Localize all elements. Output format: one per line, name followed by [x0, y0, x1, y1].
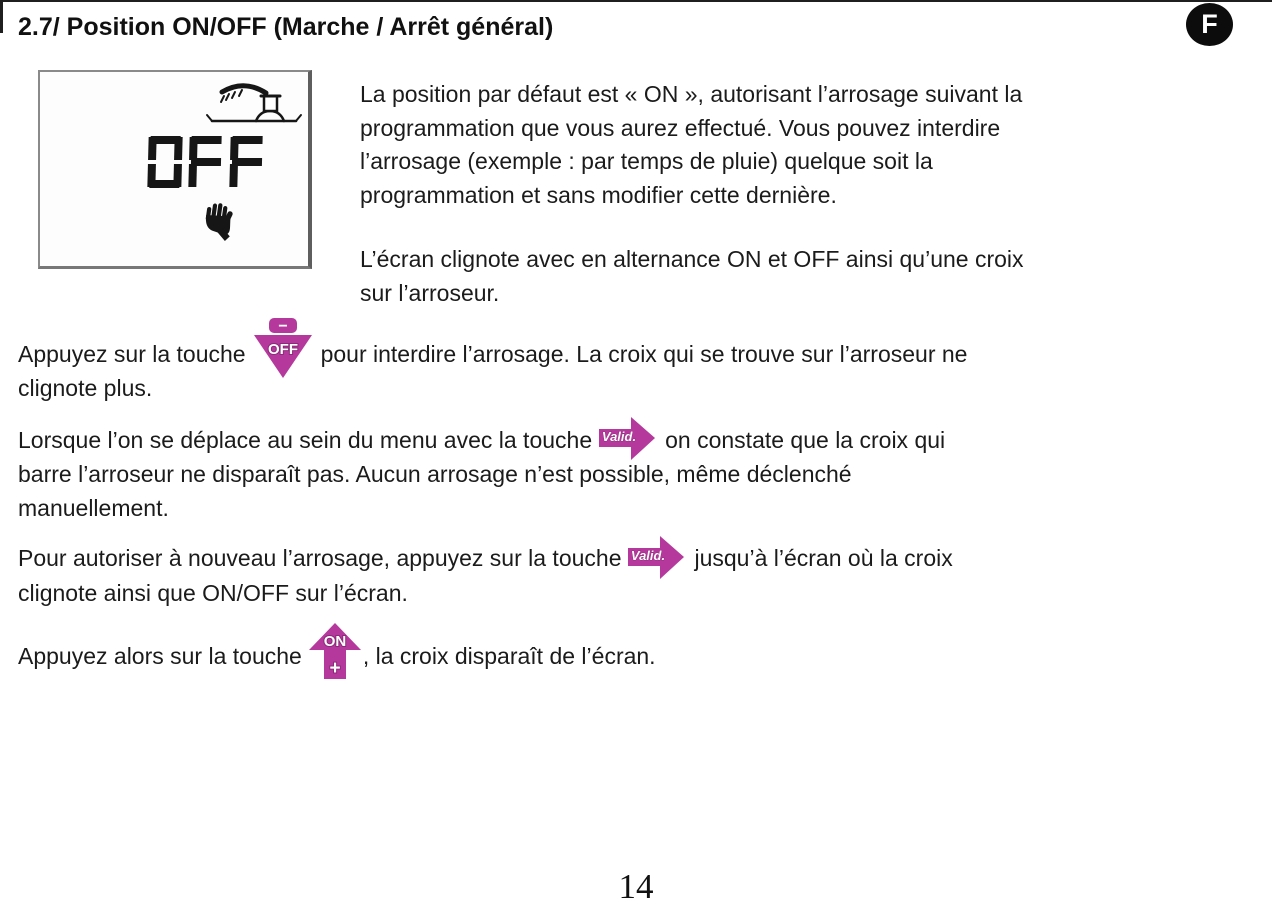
text-line: L’écran clignote avec en alternance ON et OFF ainsi qu’une croix	[360, 246, 1024, 272]
text-line-with-button	[18, 542, 1254, 576]
text-segment: Appuyez alors sur la touche	[18, 643, 302, 670]
valid-button-label: Valid.	[602, 429, 637, 445]
text-line: manuellement.	[18, 494, 169, 521]
paragraph-press-off	[18, 318, 1254, 406]
text-line: programmation et sans modifier cette dernière.	[360, 181, 837, 208]
paragraph-default-on	[360, 78, 1024, 212]
page-left-border-remnant	[0, 0, 3, 33]
text-line: La position par défaut est « ON », autorisant l’arrosage suivant la	[360, 81, 1023, 107]
paragraph-press-on	[18, 632, 1254, 679]
valid-button-label: Valid.	[631, 547, 666, 563]
intro-text-column	[360, 70, 1024, 310]
text-line-with-button	[18, 424, 1254, 458]
text-line: barre l’arroseur ne disparaît pas. Aucun arrosage n’est possible, même déclenché	[18, 461, 852, 488]
lcd-display-text	[147, 136, 264, 188]
on-button-plus-glyph: +	[329, 657, 341, 679]
off-button-minus-glyph: −	[277, 318, 288, 336]
on-up-button-icon	[309, 623, 361, 681]
text-segment: jusqu’à l’écran où la croix	[694, 545, 953, 572]
text-segment: Lorsque l’on se déplace au sein du menu avec la touche	[18, 426, 593, 453]
on-button-label: ON	[323, 632, 347, 650]
section-title: 2.7/ Position ON/OFF (Marche / Arrêt général)	[18, 13, 554, 41]
text-segment: , la croix disparaît de l’écran.	[362, 643, 656, 670]
paragraph-blinking-screen	[360, 243, 1024, 310]
lcd-screen-figure	[38, 70, 312, 269]
valid-arrow-button-icon	[598, 415, 656, 463]
text-segment: on constate que la croix qui	[665, 426, 946, 453]
text-line: clignote plus.	[18, 375, 153, 402]
text-segment: pour interdire l’arrosage. La croix qui se trouve sur l’arroseur ne	[320, 341, 968, 367]
page-top-border	[0, 0, 1272, 2]
text-line: sur l’arroseur.	[360, 279, 500, 306]
paragraph-valid-navigation	[18, 424, 1254, 525]
language-badge-letter: F	[1201, 9, 1218, 39]
language-badge	[1186, 3, 1233, 46]
text-line: programmation que vous aurez effectué. Vous pouvez interdire	[360, 114, 1001, 141]
text-line: clignote ainsi que ON/OFF sur l’écran.	[18, 579, 408, 606]
manual-hand-icon	[200, 202, 236, 242]
page-number: 14	[618, 866, 654, 906]
off-button-label: OFF	[267, 341, 298, 359]
text-segment: Pour autoriser à nouveau l’arrosage, appuyez sur la touche	[18, 545, 622, 572]
sprinkler-icon	[204, 80, 304, 130]
text-line-with-button	[18, 632, 1254, 679]
paragraph-reenable-watering	[18, 542, 1254, 610]
intro-row	[18, 70, 1254, 310]
off-down-button-icon	[253, 318, 313, 380]
valid-arrow-button-icon	[627, 534, 685, 582]
text-segment: Appuyez sur la touche	[18, 341, 246, 367]
text-line-with-button	[18, 318, 1254, 372]
text-line: l’arrosage (exemple : par temps de pluie) quelque soit la	[360, 148, 933, 174]
